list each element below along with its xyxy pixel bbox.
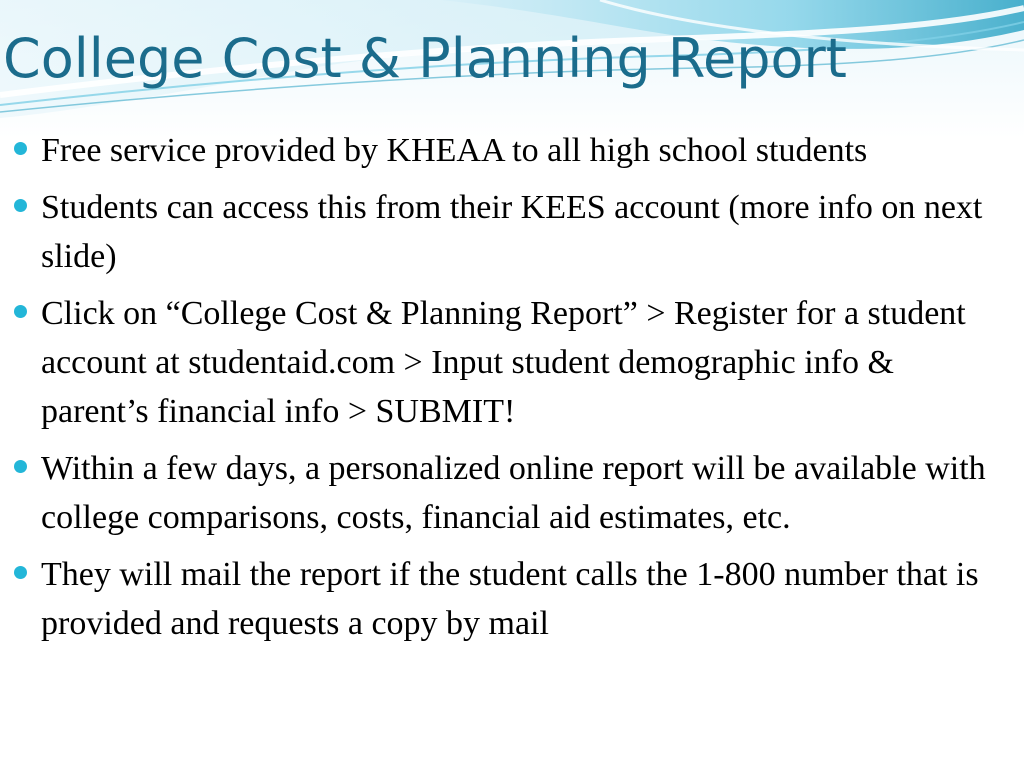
bullet-item — [0, 444, 1010, 542]
slide-title: College Cost & Planning Report — [3, 27, 847, 90]
bullet-dot-icon — [14, 566, 27, 579]
bullet-dot-icon — [14, 460, 27, 473]
bullet-text: They will mail the report if the student calls the 1-800 number that is provided and requests a copy by mail — [41, 556, 979, 642]
bullet-text: Free service provided by KHEAA to all high school students — [41, 132, 868, 169]
bullet-dot-icon — [14, 199, 27, 212]
bullet-item — [0, 183, 1010, 281]
bullet-item — [0, 289, 1010, 436]
bullet-dot-icon — [14, 305, 27, 318]
bullet-text: Students can access this from their KEES account (more info on next slide) — [41, 189, 983, 275]
bullet-text: Within a few days, a personalized online report will be available with college comparisons, costs, financial aid estimates, etc. — [41, 450, 986, 536]
bullet-dot-icon — [14, 142, 27, 155]
bullet-item — [0, 126, 1010, 175]
bullet-list — [0, 126, 1010, 656]
bullet-item — [0, 550, 1010, 648]
bullet-text: Click on “College Cost & Planning Report” > Register for a student account at studentaid.com > Input student demographic info & parent’s financial info > SUBMIT! — [41, 295, 966, 430]
